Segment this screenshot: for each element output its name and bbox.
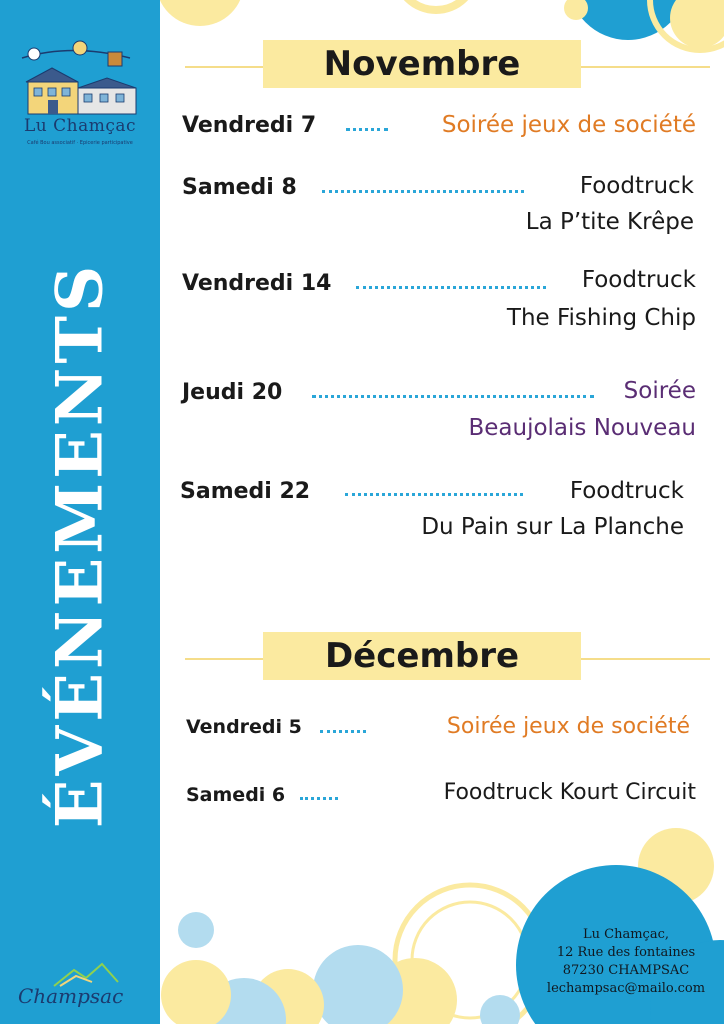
event-day: Vendredi 14 — [182, 271, 332, 296]
event-title: Soirée jeux de société — [446, 714, 690, 739]
event-title: Foodtruck — [581, 267, 696, 293]
logo-tagline: Café Bou associatif · Epicerie participative — [27, 140, 133, 146]
event-title: Beaujolais Nouveau — [468, 415, 696, 441]
month-title: Décembre — [324, 636, 520, 676]
event-day: Samedi 8 — [182, 175, 297, 200]
event-title: Foodtruck — [569, 478, 684, 504]
month-header-decembre — [185, 632, 710, 686]
dotted-leader — [356, 286, 546, 289]
event-day: Samedi 6 — [186, 784, 286, 806]
dotted-leader — [345, 493, 523, 496]
dotted-leader — [312, 395, 594, 398]
event-day: Samedi 22 — [180, 479, 311, 504]
logo-title: Lu Chamçac — [23, 116, 137, 136]
town-name: Champsac — [18, 984, 124, 1008]
event-title: Soirée — [623, 378, 696, 404]
event-title: The Fishing Chip — [506, 305, 696, 331]
cafe-logo — [12, 38, 148, 158]
event-title: Du Pain sur La Planche — [421, 514, 684, 540]
event-title: Foodtruck — [579, 173, 694, 199]
event-title: La P’tite Krêpe — [525, 209, 694, 235]
sidebar — [0, 0, 160, 1024]
house-icon — [12, 38, 148, 118]
month-header-novembre — [185, 40, 710, 94]
town-logo — [14, 958, 144, 1018]
event-title: Foodtruck Kourt Circuit — [443, 780, 696, 805]
address-street: 12 Rue des fontaines — [556, 945, 696, 960]
address-name: Lu Chamçac, — [583, 927, 669, 942]
page-title: ÉVÉNEMENTS — [42, 261, 118, 829]
dotted-leader — [322, 190, 524, 193]
event-day: Vendredi 7 — [182, 113, 317, 138]
dotted-leader — [300, 797, 338, 800]
event-title: Soirée jeux de société — [441, 112, 696, 138]
dotted-leader — [346, 128, 388, 131]
event-day: Vendredi 5 — [186, 716, 302, 738]
event-day: Jeudi 20 — [182, 380, 283, 405]
dotted-leader — [320, 730, 366, 733]
address-city: 87230 CHAMPSAC — [562, 963, 690, 978]
month-title: Novembre — [323, 44, 521, 84]
address-email[interactable]: lechampsac@mailo.com — [546, 981, 706, 996]
